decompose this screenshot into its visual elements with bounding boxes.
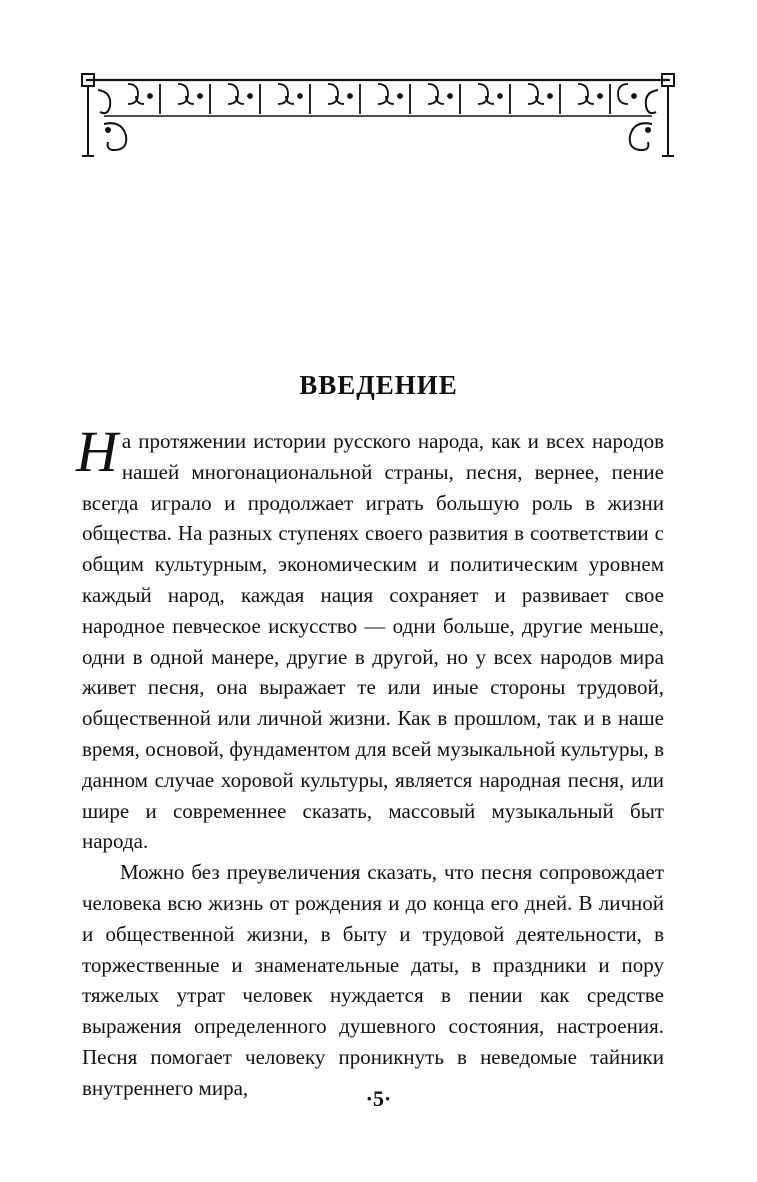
chapter-body bbox=[76, 419, 664, 1104]
ornament-right-corner bbox=[630, 74, 674, 156]
ornament-repeat-row bbox=[128, 84, 636, 114]
chapter-title: ВВЕДЕНИЕ bbox=[299, 370, 458, 400]
paragraph-1 bbox=[76, 419, 664, 857]
decorative-header-ornament bbox=[78, 70, 678, 162]
ornament-left-corner bbox=[82, 74, 126, 156]
page-number: ·5· bbox=[365, 1086, 392, 1111]
paragraph-1-text: а протяжении истории русского народа, как и всех народов нашей многонациональной страны, песня, вернее, пение всегда играло и продолжает играть большую роль в жизни общества. На разных ступенях своего развития в соответствии с общим культурным, экономическим и политическим уровнем каждый народ, каждая нация сохраняет и развивает свое народное певческое искусство — одни больше, другие меньше, одни в одной манере, другие в другой, но у всех народов мира живет песня, она выражает те или иные стороны трудовой, общественной или личной жизни. Как в прошлом, так и в наше время, основой, фундаментом для всей музыкальной культуры, в данном случае хоровой культуры, является народная песня, или шире и современнее сказать, массовый музыкальный быт народа. bbox=[82, 429, 664, 854]
drop-cap: Н bbox=[76, 419, 118, 484]
paragraph-2: Можно без преувеличения сказать, что песня сопровождает человека всю жизнь от рождения и до конца его дней. В личной и общественной жизни, в быту и трудовой деятельности, в торжественные и знаменательные даты, в праздники и пору тяжелых утрат человек нуждается в пении как средстве выражения определенного душевного состояния, настроения. Песня помогает человеку проникнуть в неведомые тайники внутреннего мира, bbox=[82, 860, 664, 1100]
